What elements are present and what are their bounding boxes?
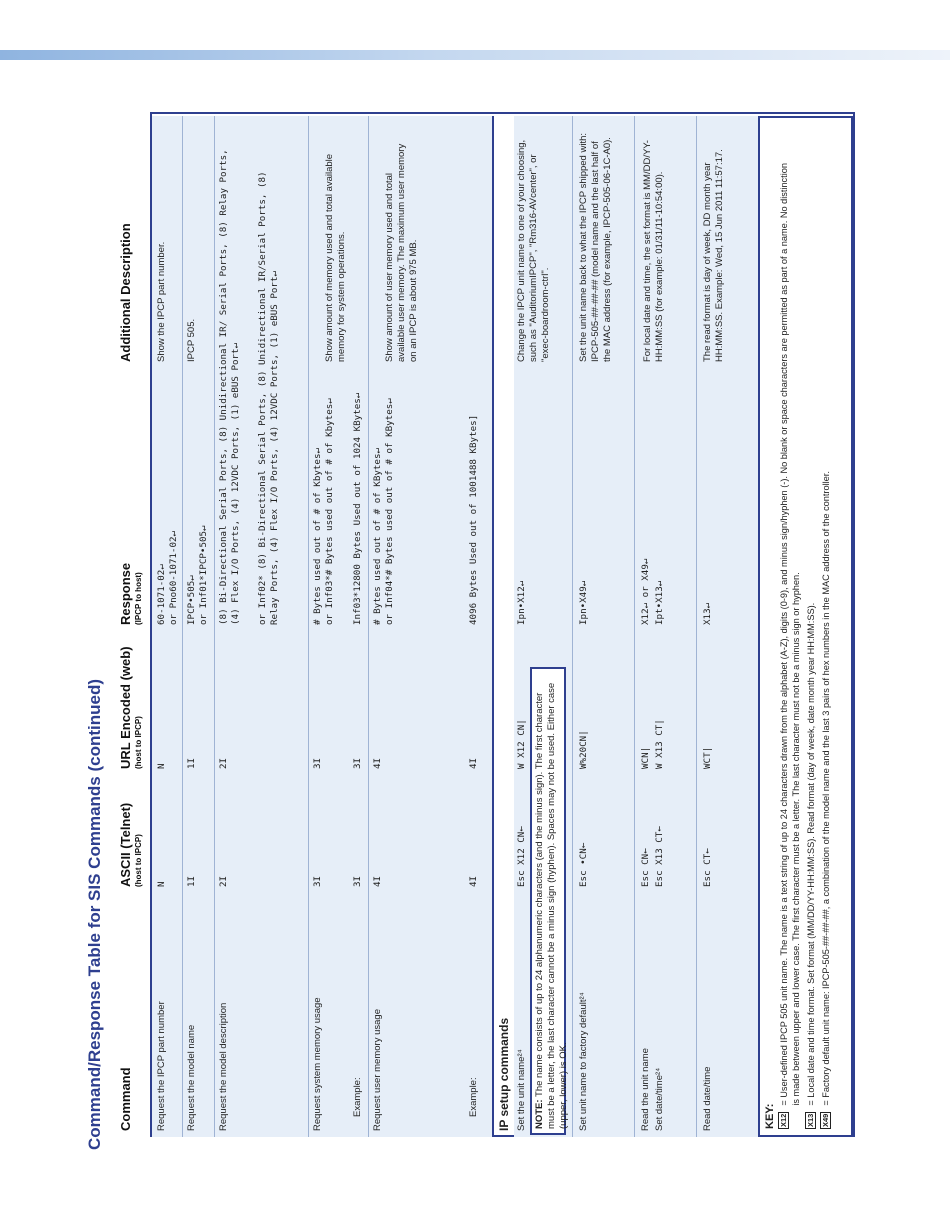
row3-description: Show amount of memory used and total available memory for system operations. <box>324 153 347 362</box>
row0-description: Show the IPCP part number. <box>156 241 167 362</box>
page-title: Command/Response Table for SIS Commands (continued) <box>85 678 104 1150</box>
ip-row4-url: WCT| <box>702 746 713 769</box>
ip-row0-response: Ipn•X12↵ <box>516 580 527 625</box>
section-ip-setup: IP setup commands <box>497 1017 511 1131</box>
section-divider <box>492 116 494 1137</box>
ip-row4-ascii: Esc CT← <box>702 848 713 887</box>
key-item <box>820 124 832 1129</box>
ip-row4-description: The read format is day of week, DD month year HH:MM:SS. Example: Wed, 15 Jun 2011 11:57:17. <box>702 149 725 362</box>
ip-row3-url: W X13 CT| <box>654 719 665 769</box>
row5-ascii: 4I <box>372 875 383 887</box>
row1-response: IPCP•505↵ <box>186 575 197 625</box>
ip-row1-url: W%20CN| <box>578 730 589 769</box>
row0-url: N <box>156 763 167 769</box>
row2-command: Request the model description <box>218 1002 229 1131</box>
header-description: Additional Description <box>118 223 133 362</box>
key-symbol: X13 <box>806 1113 815 1127</box>
ip-row1-command: Set unit name to factory default²⁴ <box>578 992 589 1131</box>
ip-row1-ascii: Esc •CN← <box>578 842 589 887</box>
row-separator <box>214 116 215 1137</box>
row3-response2: or Inf03*# Bytes used out of # of Kbytes↵ <box>324 398 335 625</box>
key-symbol: X12 <box>779 1113 788 1127</box>
header-ascii: ASCII (Telnet) (host to IPCP) <box>118 802 143 887</box>
ip-row3-description: For local date and time, the set format is MM/DD/YY-HH:MM:SS (for example: 01/31/11-10:54:00). <box>642 140 665 362</box>
row1-response2: or Inf01*IPCP•505↵ <box>198 525 209 625</box>
key-item <box>805 124 817 1129</box>
row6-response: 4096 Bytes Used out of 1001488 KBytes] <box>468 414 479 625</box>
key-box <box>758 116 853 1137</box>
header-command: Command <box>118 1067 133 1131</box>
ip-row3-ascii: Esc X13 CT← <box>654 826 665 887</box>
row2-ascii: 2I <box>218 875 229 887</box>
ip-row0-url: W X12 CN| <box>516 719 527 769</box>
row0-command: Request the IPCP part number <box>156 1001 167 1131</box>
ip-row0-description: Change the IPCP unit name to one of your choosing, such as "AuditoriumIPCP", "Rm316-AVcenter", or "exec-boardroom-ctrl". <box>516 139 551 362</box>
row3-command: Request system memory usage <box>312 997 323 1131</box>
ip-row2-ascii: Esc CN← <box>640 848 651 887</box>
row2-url: 2I <box>218 757 229 769</box>
note-box <box>530 667 569 1135</box>
row-separator <box>572 116 573 1137</box>
row6-command: Example: <box>468 1077 479 1117</box>
row0-response: 60-1071-02↵ <box>156 564 167 625</box>
row5-response: # Bytes used out of # of KBytes↵ <box>372 447 383 625</box>
row2-response2: or Inf02* (8) Bi-Directional Serial Ports, (8) Unidirectional IR/Serial Ports, (8) Relay Ports, (4) Flex I/O Ports, (4) 12VDC Ports, (1) eBUS Port↵ <box>257 171 280 625</box>
row4-response: Inf03*12800 Bytes Used out of 1024 KBytes↵ <box>352 392 363 625</box>
row4-url: 3I <box>352 757 363 769</box>
row3-ascii: 3I <box>312 875 323 887</box>
row5-description: Show amount of user memory used and total available user memory. The maximum user memory on an IPCP is about 975 MB. <box>384 143 419 362</box>
header-url: URL Encoded (web) (host to IPCP) <box>118 646 143 769</box>
row-separator <box>634 116 635 1137</box>
note-label: NOTE: <box>534 1099 545 1129</box>
key-title: KEY: <box>764 1103 776 1129</box>
ip-row4-response: X13↵ <box>702 602 713 625</box>
row3-url: 3I <box>312 757 323 769</box>
row4-command: Example: <box>352 1077 363 1117</box>
row-separator <box>182 116 183 1137</box>
row1-command: Request the model name <box>186 1024 197 1131</box>
row2-response: (8) Bi-Directional Serial Ports, (8) Unidirectional IR/ Serial Ports, (8) Relay Ports, (4) Flex I/O Ports, (4) 12VDC Ports, (1) eBUS Port↵ <box>218 149 241 625</box>
key-text: = Factory default unit name: IPCP-505-##-##-##, a combination of the model name and the last 3 pairs of hex numbers in the MAC address of the controller. <box>821 471 831 1106</box>
row-separator <box>308 116 309 1137</box>
ip-row2-url: WCN| <box>640 746 651 769</box>
note-text: The name consists of up to 24 alphanumeric characters (and the minus sign). The first character must be a letter, the last character cannot be a minus sign (hyphen). Spaces may not be used. Either case (upper, lower) is OK. <box>534 682 569 1129</box>
ip-row4-command: Read date/time <box>702 1066 713 1131</box>
row1-ascii: 1I <box>186 875 197 887</box>
ip-row1-response: Ipn•X49↵ <box>578 580 589 625</box>
ip-row3-command: Set date/time²⁴ <box>654 1067 665 1131</box>
row-separator <box>696 116 697 1137</box>
ip-row1-description: Set the unit name back to what the IPCP shipped with: IPCP-505-##-##-## (model name and the last half of the MAC address (for example, IPCP-505-06-1C-A0). <box>578 132 613 362</box>
row3-response: # Bytes used out of # of Kbytes↵ <box>312 447 323 625</box>
row5-response2: or Inf04*# Bytes used out of # of KBytes↵ <box>384 398 395 625</box>
key-text: = Local date and time format. Set format (MM/DD/YY-HH:MM:SS). Read format (day of week, date month year HH:MM:SS). <box>806 602 816 1106</box>
key-symbol: X49 <box>821 1113 830 1127</box>
row1-url: 1I <box>186 757 197 769</box>
row6-ascii: 4I <box>468 875 479 887</box>
ip-row2-command: Read the unit name <box>640 1048 651 1131</box>
row0-ascii: N <box>156 881 167 887</box>
row5-url: 4I <box>372 757 383 769</box>
row-separator <box>368 116 369 1137</box>
key-item <box>778 124 802 1129</box>
key-text: = User-defined IPCP 505 unit name. The name is a text string of up to 24 characters drawn from the alphabet (A-Z), digits (0-9), and minus sign/hyphen (-). No blank or space characters are permitted as part of a name. No distinction is made between upper and lower case. The first character must be a letter. The last character must not be a minus sign or hyphen. <box>779 163 801 1106</box>
ip-row0-ascii: Esc X12 CN← <box>516 826 527 887</box>
header-response: Response (IPCP to host) <box>118 562 143 625</box>
row1-description: IPCP 505. <box>186 318 197 362</box>
row0-response2: or Pno60-1071-02↵ <box>168 530 179 625</box>
ip-row3-response: Ipt•X13↵ <box>654 580 665 625</box>
ip-row2-response: X12↵ or X49↵ <box>640 558 651 625</box>
table-header <box>112 112 152 1137</box>
ip-row0-command: Set the unit name²⁴ <box>516 1049 527 1131</box>
sis-command-table <box>112 112 855 1137</box>
row5-command: Request user memory usage <box>372 1009 383 1131</box>
row6-url: 4I <box>468 757 479 769</box>
header-bar <box>0 50 950 60</box>
row4-ascii: 3I <box>352 875 363 887</box>
